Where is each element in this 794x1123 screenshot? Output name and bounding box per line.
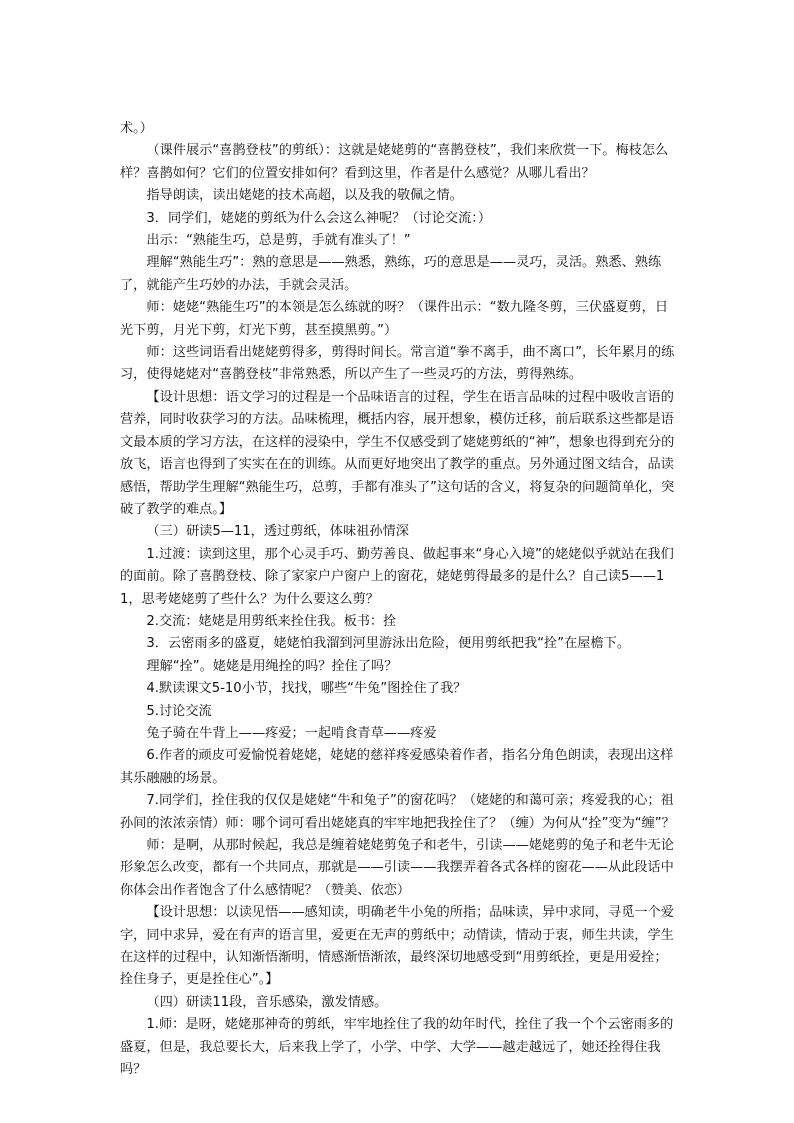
paragraph-guided-reading: 指导朗读，读出姥姥的技术高超，以及我的敬佩之情。 <box>146 188 463 204</box>
paragraph-understand-phrase: 理解“熟能生巧”：熟的意思是——熟悉，熟练，巧的意思是——灵巧，灵活。熟悉、熟练了，就能产生巧妙的办法，手就会灵活。 <box>120 255 662 293</box>
paragraph-summer: 3．云密雨多的盛夏，姥姥怕我溜到河里游泳出危险，便用剪纸把我“拴”在屋檐下。 <box>146 636 631 652</box>
paragraph-teacher-guide: 师：是啊，从那时候起，我总是缠着姥姥剪兔子和老牛，引读——姥姥剪的兔子和老牛无论形象怎么改变，都有一个共同点，那就是——引读——我摆弄着各式各样的窗花——从此段话中你体会出作者饱含了什么感情呢？（赞美、依恋） <box>120 838 674 898</box>
paragraph-design-thought-2: 【设计思想：以读见悟——感知读，明确老牛小兔的所指；品味读，异中求同，寻觅一个爱字，同中求异，爱在有声的语言里，爱更在无声的剪纸中；动情读，情动于衷，师生共读，学生在这样的过程中，认知渐悟渐明，情感渐悟渐浓，最终深切地感受到“用剪纸拴，更是用爱拴；拴住身子，更是拴住心”。】 <box>120 905 674 988</box>
paragraph-continuation: 术。） <box>120 121 153 136</box>
paragraph-discussion: 5.讨论交流 <box>146 703 212 719</box>
paragraph-question-7: 7.同学们，拴住我的仅仅是姥姥“牛和兔子”的窗花吗？（姥姥的和蔼可亲；疼爱我的心；祖孙间的浓浓亲情）师：哪个词可看出姥姥真的牢牢地把我拴住了？（缠）为何从“拴”变为“缠”？ <box>120 793 675 831</box>
document-page <box>120 118 680 1081</box>
paragraph-final: 1.师：是呀，姥姥那神奇的剪纸，牢牢地拴住了我的幼年时代，拴住了我一个个云密雨多的盛夏，但是，我总要长大，后来我上学了，小学、中学、大学——越走越远了，她还拴得住我吗？ <box>120 1017 674 1078</box>
paragraph-question-3: 3．同学们，姥姥的剪纸为什么会这么神呢？（讨论交流：） <box>146 210 492 226</box>
paragraph-design-thought-1: 【设计思想：语文学习的过程是一个品味语言的过程，学生在语言品味的过程中吸收言语的营养，同时收获学习的方法。品味梳理，概括内容，展开想象，模仿迁移，前后联系这些都是语文最本质的学习方法，在这样的浸染中，学生不仅感受到了姥姥剪纸的“神”，想象也得到充分的放飞，语言也得到了实实在在的训练。从而更好地突出了教学的重点。另外通过图文结合，品读感悟，帮助学生理解“熟能生巧，总剪，手都有准头了”这句话的含义，将复杂的问题简单化，突破了教学的难点。】 <box>120 389 675 517</box>
paragraph-teacher-explain: 师：这些词语看出姥姥剪得多，剪得时间长。常言道“拳不离手，曲不离口”，长年累月的练习，使得姥姥对“喜鹊登枝”非常熟悉，所以产生了一些灵巧的方法，剪得熟练。 <box>120 345 675 383</box>
section-heading-4: （四）研读11段，音乐感染，激发情感。 <box>146 994 388 1010</box>
paragraph-courseware-magpie: （课件展示“喜鹊登枝”的剪纸）：这就是姥姥剪的“喜鹊登枝”，我们来欣赏一下。梅枝怎么样？喜鹊如何？它们的位置安排如何？看到这里，作者是什么感觉？从哪儿看出？ <box>120 143 669 181</box>
paragraph-silent-reading: 4.默读课文5-10小节，找找，哪些“牛兔”图拴住了我？ <box>146 681 467 697</box>
paragraph-teacher-question: 师：姥姥“熟能生巧”的本领是怎么练就的呀？（课件出示：“数九隆冬剪，三伏盛夏剪，日光下剪，月光下剪，灯光下剪，甚至摸黑剪。”） <box>120 300 669 338</box>
paragraph-transition: 1.过渡：读到这里，那个心灵手巧、勤劳善良、做起事来“身心入境”的姥姥似乎就站在我们的面前。除了喜鹊登枝、除了家家户户窗户上的窗花，姥姥剪得最多的是什么？自己读5——11，思考姥姥剪了些什么？为什么要这么剪？ <box>120 546 674 607</box>
section-heading-3: （三）研读5—11，透过剪纸，体味祖孙情深 <box>146 524 409 540</box>
paragraph-rabbit-ox: 兔子骑在牛背上——疼爱；一起啃食青草——疼爱 <box>146 725 437 741</box>
paragraph-show-quote: 出示：“熟能生巧，总是剪，手就有准头了！” <box>146 233 411 249</box>
paragraph-role-reading: 6.作者的顽皮可爱愉悦着姥姥，姥姥的慈祥疼爱感染着作者，指名分角色朗读，表现出这样其乐融融的场景。 <box>120 748 674 786</box>
paragraph-understand-tie: 理解“拴”。姥姥是用绳拴的吗？拴住了吗？ <box>146 658 398 674</box>
paragraph-exchange: 2.交流：姥姥是用剪纸来拴住我。板书：拴 <box>146 613 397 629</box>
